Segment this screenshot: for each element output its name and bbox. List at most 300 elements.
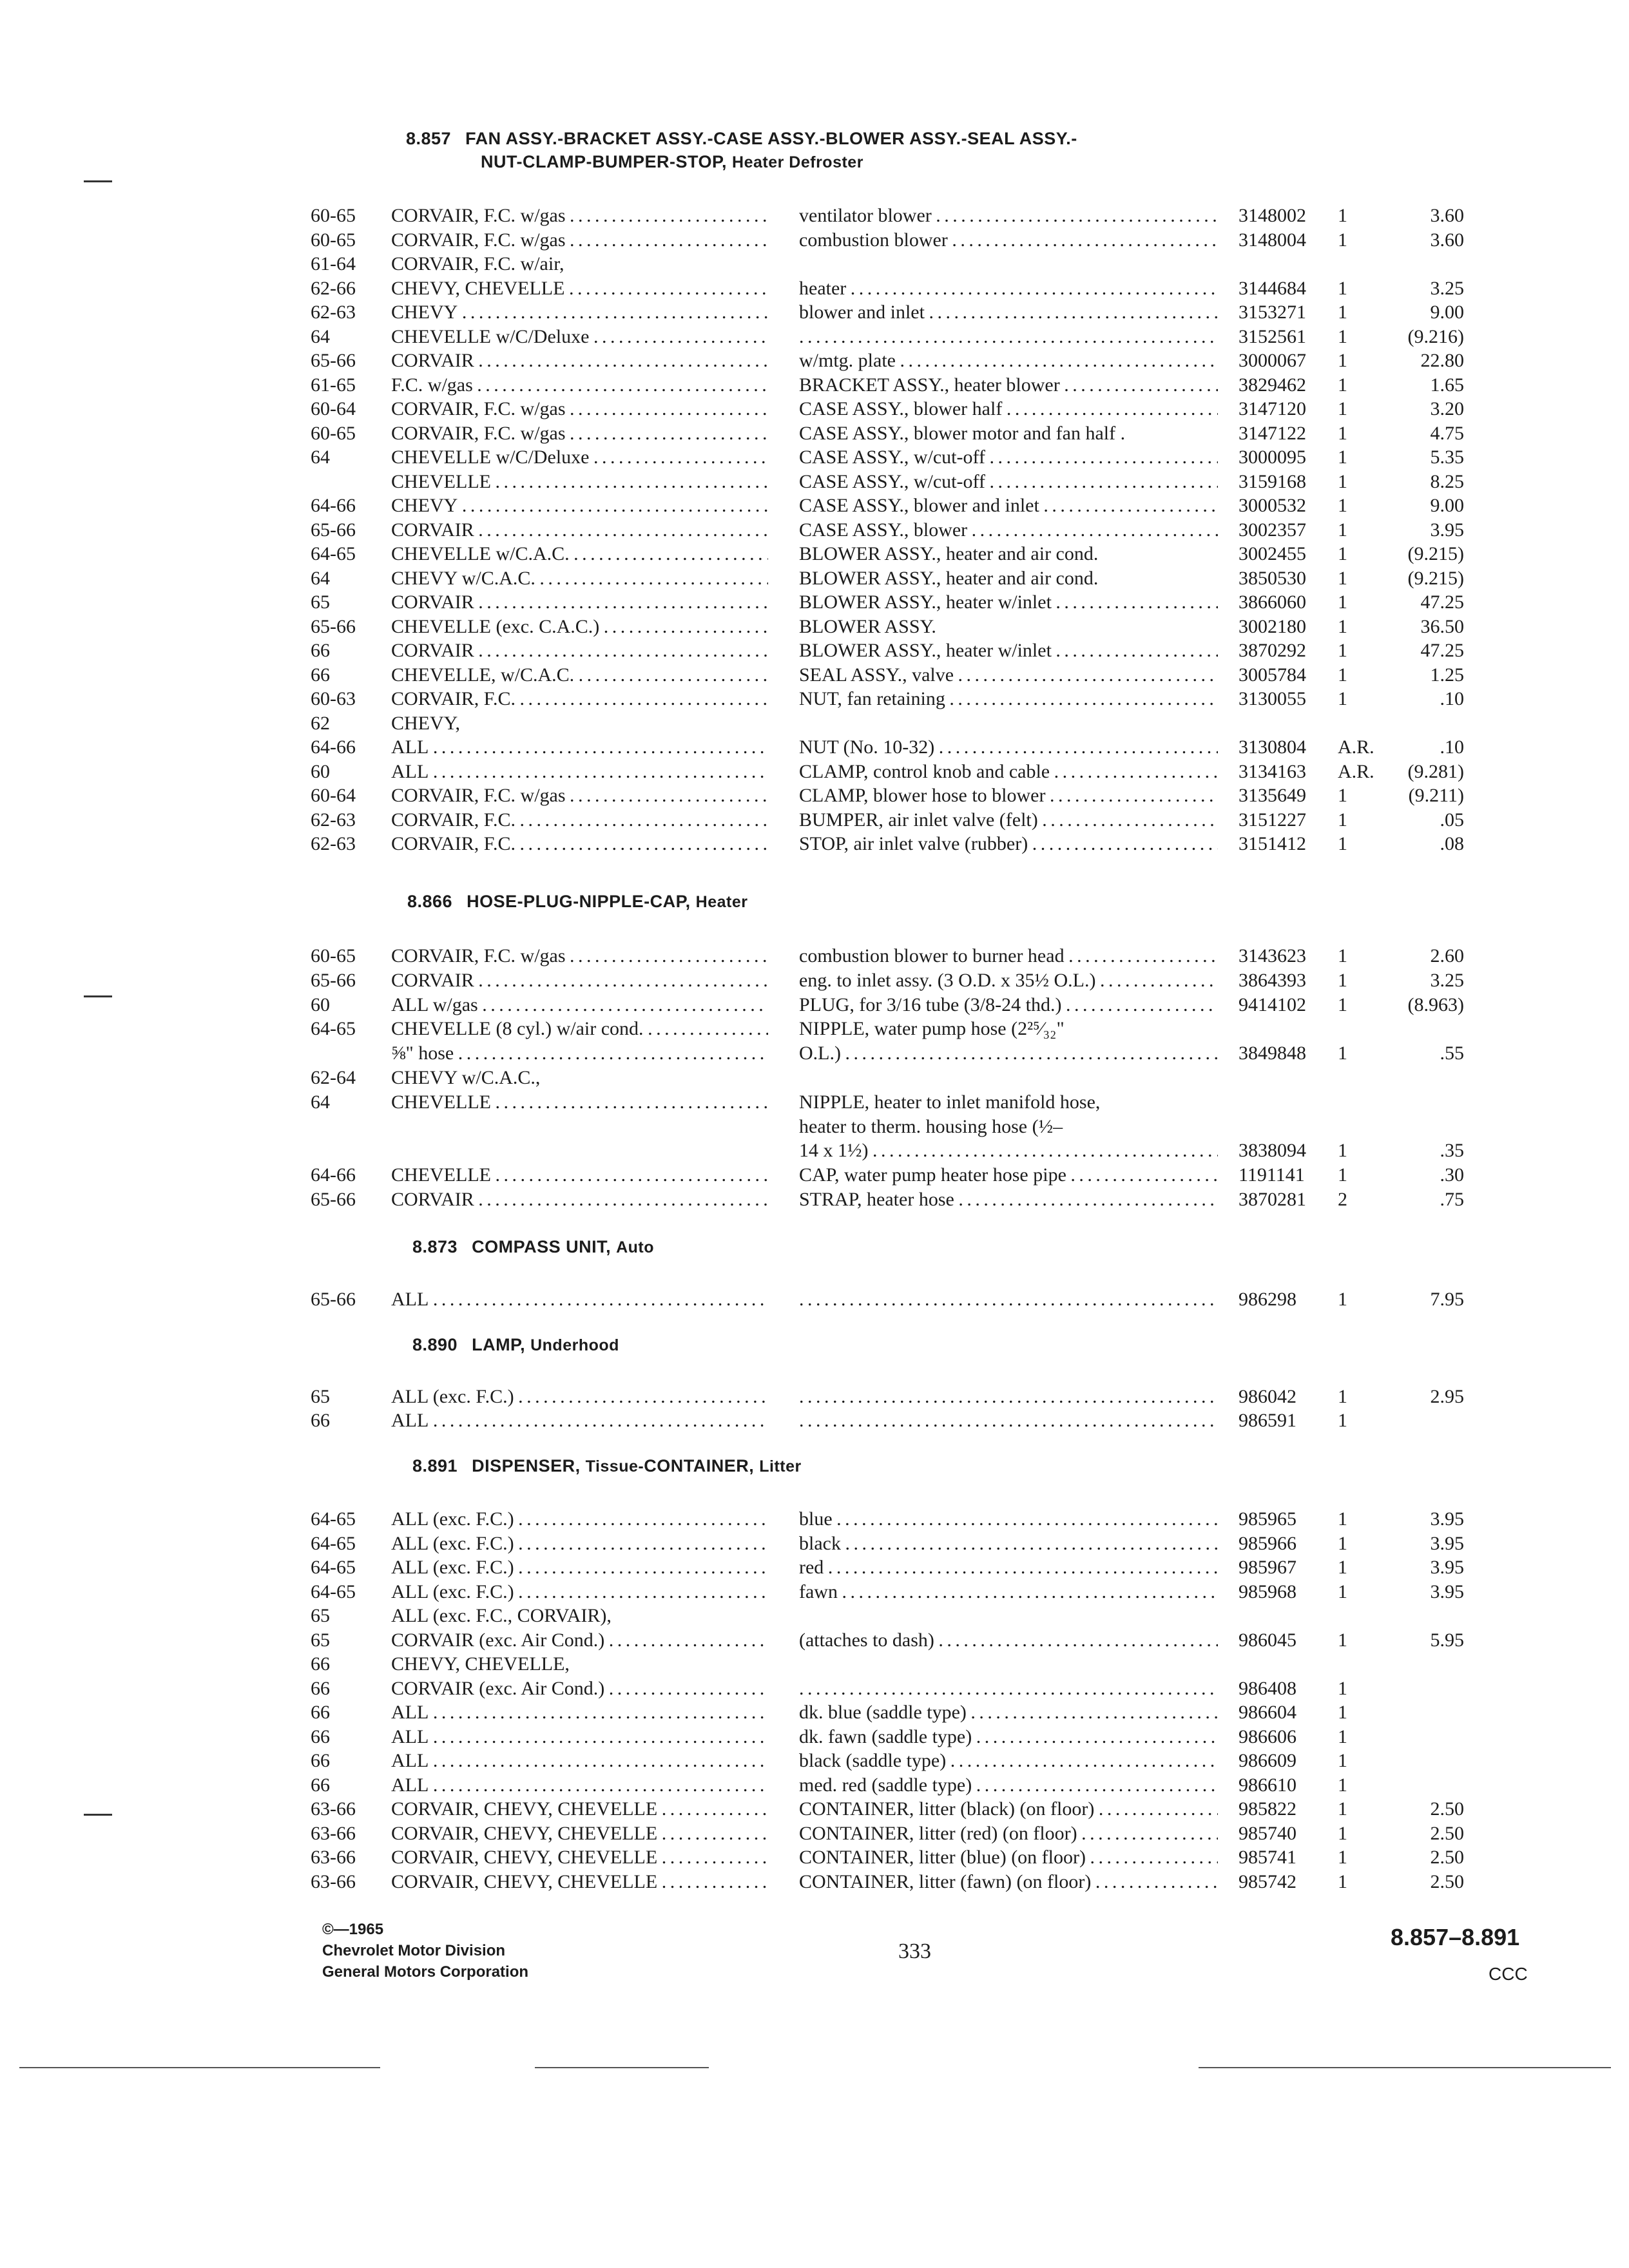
part-number-cell: 3148002 [1239, 205, 1306, 226]
description-cell: eng. to inlet assy. (3 O.D. x 35½ O.L.) . . . [799, 968, 1218, 994]
year-cell: 65-66 [311, 969, 356, 991]
description-cell [799, 324, 1218, 350]
margin-mark [84, 180, 112, 182]
table-row [0, 807, 1629, 833]
price-cell: (9.215) [1407, 567, 1464, 589]
quantity-cell: 1 [1338, 1725, 1347, 1747]
group-range: 8.857–8.891 [1391, 1924, 1520, 1950]
part-number-cell: 986591 [1239, 1410, 1296, 1431]
application-cell: ALL . . . [391, 1724, 768, 1750]
year-cell: 66 [311, 1750, 330, 1771]
description-cell: CLAMP, control knob and cable . . . [799, 759, 1218, 785]
table-row [0, 541, 1629, 567]
application-cell: CORVAIR, F.C. w/gas . . . [391, 227, 768, 253]
part-number-cell: 986045 [1239, 1629, 1296, 1651]
quantity-cell: 1 [1338, 1870, 1347, 1892]
description-cell: fawn . . . [799, 1579, 1218, 1605]
quantity-cell: 1 [1338, 495, 1347, 516]
section-title-line2: NUT-CLAMP-BUMPER-STOP, [481, 152, 728, 171]
table-row [0, 1114, 1629, 1140]
section-number: 8.890 [412, 1335, 458, 1354]
description-cell: CASE ASSY., blower and inlet . . . [799, 493, 1218, 519]
price-cell: 3.60 [1430, 205, 1464, 226]
description-cell [799, 1287, 1218, 1312]
price-cell: (9.211) [1408, 785, 1464, 806]
price-cell: .30 [1440, 1164, 1464, 1186]
quantity-cell: 1 [1338, 1847, 1347, 1868]
year-cell: 65-66 [311, 519, 356, 541]
application-cell: CORVAIR . . . [391, 517, 768, 543]
table-row [0, 300, 1629, 325]
quantity-cell: 1 [1338, 1140, 1347, 1162]
application-cell: ALL . . . [391, 1700, 768, 1725]
description-cell: heater to therm. housing hose (½– [799, 1115, 1063, 1137]
table-row [0, 324, 1629, 350]
table-row [0, 831, 1629, 857]
section-title-line1: FAN ASSY.-BRACKET ASSY.-CASE ASSY.-BLOWER ASSY.-SEAL ASSY.- [465, 129, 1077, 148]
part-number-cell: 3002180 [1239, 615, 1306, 637]
section-title: LAMP, [472, 1335, 526, 1354]
price-cell: 36.50 [1420, 615, 1464, 637]
description-cell: dk. fawn (saddle type) . . . [799, 1724, 1218, 1750]
application-cell: CHEVY . . . [391, 493, 768, 519]
part-number-cell: 3148004 [1239, 229, 1306, 251]
part-number-cell: 986604 [1239, 1702, 1296, 1723]
description-cell: PLUG, for 3/16 tube (3/8-24 thd.) . . . [799, 992, 1218, 1018]
part-number-cell: 986042 [1239, 1386, 1296, 1407]
description-cell: (attaches to dash) . . . [799, 1628, 1218, 1653]
application-cell: F.C. w/gas . . . [391, 372, 768, 398]
description-cell: CONTAINER, litter (fawn) (on floor) . . . [799, 1869, 1218, 1895]
year-cell: 60-64 [311, 785, 356, 806]
year-cell: 60-65 [311, 229, 356, 251]
application-cell: CORVAIR, F.C. . . . [391, 686, 768, 712]
quantity-cell: 1 [1338, 350, 1347, 371]
application-cell: ALL (exc. F.C.) . . . [391, 1531, 768, 1557]
part-number-cell: 985822 [1239, 1798, 1296, 1820]
section-title: DISPENSER, [472, 1456, 581, 1475]
application-cell: ALL . . . [391, 759, 768, 785]
application-cell: CORVAIR, CHEVY, CHEVELLE . . . [391, 1845, 768, 1870]
quantity-cell: 1 [1338, 1774, 1347, 1796]
part-number-cell: 985966 [1239, 1532, 1296, 1554]
table-row [0, 1748, 1629, 1774]
table-row [0, 686, 1629, 712]
description-cell: BLOWER ASSY., heater and air cond. [799, 567, 1099, 589]
description-cell: NIPPLE, heater to inlet manifold hose, [799, 1091, 1101, 1113]
application-cell: CHEVELLE, w/C.A.C. . . . [391, 662, 768, 688]
year-cell: 64 [311, 325, 330, 347]
quantity-cell: 1 [1338, 591, 1347, 613]
description-cell: O.L.) . . . [799, 1041, 1218, 1066]
description-cell: CONTAINER, litter (blue) (on floor) . . . [799, 1845, 1218, 1870]
quantity-cell: 1 [1338, 1508, 1347, 1530]
price-cell: 3.25 [1430, 969, 1464, 991]
table-row [0, 493, 1629, 519]
part-number-cell: 986610 [1239, 1774, 1296, 1796]
application-cell: ALL (exc. F.C.) . . . [391, 1384, 768, 1410]
price-cell: .05 [1440, 809, 1464, 831]
application-cell: CORVAIR, F.C. w/gas . . . [391, 396, 768, 422]
description-cell: black . . . [799, 1531, 1218, 1557]
year-cell: 65-66 [311, 1189, 356, 1210]
year-cell: 60-65 [311, 205, 356, 226]
table-row [0, 372, 1629, 398]
quantity-cell: 1 [1338, 1822, 1347, 1844]
year-cell: 60 [311, 760, 330, 782]
application-cell: CHEVELLE . . . [391, 1090, 768, 1115]
year-cell: 65-66 [311, 350, 356, 371]
table-row [0, 590, 1629, 615]
price-cell: 22.80 [1420, 350, 1464, 371]
year-cell: 64-66 [311, 736, 356, 758]
table-row [0, 469, 1629, 495]
section-number: 8.866 [407, 892, 453, 911]
part-number-cell: 3864393 [1239, 969, 1306, 991]
quantity-cell: 1 [1338, 205, 1347, 226]
quantity-cell: 1 [1338, 969, 1347, 991]
table-row [0, 1531, 1629, 1557]
part-number-cell: 3870281 [1239, 1189, 1306, 1210]
year-cell: 64-66 [311, 1164, 356, 1186]
table-row [0, 276, 1629, 302]
table-row [0, 227, 1629, 253]
section-number: 8.873 [412, 1237, 458, 1256]
price-cell: 5.35 [1430, 447, 1464, 468]
part-number-cell: 3005784 [1239, 664, 1306, 686]
year-cell: 62-64 [311, 1067, 356, 1088]
table-row [0, 1506, 1629, 1532]
quantity-cell: 1 [1338, 567, 1347, 589]
table-row [0, 1187, 1629, 1213]
price-cell: 2.95 [1430, 1386, 1464, 1407]
description-cell: STRAP, heater hose . . . [799, 1187, 1218, 1213]
part-number-cell: 3135649 [1239, 785, 1306, 806]
description-cell: ventilator blower . . . [799, 203, 1218, 229]
price-cell: 3.60 [1430, 229, 1464, 251]
description-cell: BLOWER ASSY., heater w/inlet . . . [799, 638, 1218, 664]
year-cell: 62-63 [311, 302, 356, 323]
part-number-cell: 3002357 [1239, 519, 1306, 541]
quantity-cell: A.R. [1338, 760, 1374, 782]
application-cell: CORVAIR . . . [391, 1187, 768, 1213]
corporation-text: General Motors Corporation [322, 1963, 529, 1981]
year-cell: 62-63 [311, 833, 356, 854]
part-number-cell: 9414102 [1239, 994, 1306, 1015]
price-cell: 3.25 [1430, 277, 1464, 299]
section-subtitle: Auto [616, 1238, 655, 1256]
table-row [0, 1579, 1629, 1605]
price-cell: 2.50 [1430, 1822, 1464, 1844]
application-cell: CORVAIR, F.C. . . . [391, 807, 768, 833]
part-number-cell: 986298 [1239, 1289, 1296, 1310]
table-row [0, 1065, 1629, 1091]
application-cell: CHEVELLE . . . [391, 469, 768, 495]
year-cell: 66 [311, 1677, 330, 1699]
quantity-cell: 1 [1338, 277, 1347, 299]
application-cell: CORVAIR . . . [391, 348, 768, 374]
part-number-cell: 3153271 [1239, 302, 1306, 323]
application-cell: CORVAIR, F.C. . . . [391, 831, 768, 857]
description-cell: red . . . [799, 1555, 1218, 1581]
table-row [0, 1138, 1629, 1164]
quantity-cell: 1 [1338, 519, 1347, 541]
table-row [0, 1162, 1629, 1188]
price-cell: .75 [1440, 1189, 1464, 1210]
table-row [0, 1845, 1629, 1870]
price-cell: 3.95 [1430, 1581, 1464, 1602]
price-cell: 3.95 [1430, 1532, 1464, 1554]
quantity-cell: 1 [1338, 325, 1347, 347]
quantity-cell: 1 [1338, 785, 1347, 806]
price-cell: 3.20 [1430, 398, 1464, 419]
application-cell: CORVAIR, F.C. w/gas . . . [391, 783, 768, 809]
price-cell: 5.95 [1430, 1629, 1464, 1651]
price-cell: .10 [1440, 736, 1464, 758]
part-number-cell: 3159168 [1239, 470, 1306, 492]
section-heading-8866 [407, 892, 747, 912]
quantity-cell: 2 [1338, 1189, 1347, 1210]
part-number-cell: 3130055 [1239, 688, 1306, 709]
description-cell: black (saddle type) . . . [799, 1748, 1218, 1774]
table-row [0, 783, 1629, 809]
footer-publisher [322, 1919, 528, 1983]
section-title-b: CONTAINER, [644, 1456, 755, 1475]
quantity-cell: 1 [1338, 422, 1347, 444]
description-cell: NUT, fan retaining . . . [799, 686, 1218, 712]
table-row [0, 445, 1629, 470]
application-cell: CORVAIR . . . [391, 968, 768, 994]
page-number: 333 [898, 1939, 931, 1963]
description-cell: 14 x 1½) . . . [799, 1138, 1218, 1164]
section-title: COMPASS UNIT, [472, 1237, 612, 1256]
price-cell: .55 [1440, 1043, 1464, 1064]
year-cell: 60 [311, 994, 330, 1015]
price-cell: 2.60 [1430, 945, 1464, 966]
quantity-cell: 1 [1338, 1164, 1347, 1186]
description-cell: BUMPER, air inlet valve (felt) . . . [799, 807, 1218, 833]
year-cell: 65 [311, 1386, 330, 1407]
description-cell: NIPPLE, water pump hose (2²⁵⁄₃₂" [799, 1018, 1065, 1040]
year-cell: 64 [311, 447, 330, 468]
table-row [0, 203, 1629, 229]
table-row [0, 1603, 1629, 1629]
quantity-cell: 1 [1338, 1532, 1347, 1554]
bottom-rule [1199, 2067, 1611, 2068]
application-cell: CHEVELLE w/C/Deluxe . . . [391, 324, 768, 350]
bottom-rule [19, 2067, 380, 2068]
quantity-cell: 1 [1338, 1798, 1347, 1820]
quantity-cell: 1 [1338, 994, 1347, 1015]
quantity-cell: 1 [1338, 640, 1347, 661]
part-number-cell: 3134163 [1239, 760, 1306, 782]
description-cell: BLOWER ASSY., heater w/inlet . . . [799, 590, 1218, 615]
price-cell: 8.25 [1430, 470, 1464, 492]
quantity-cell: 1 [1338, 833, 1347, 854]
application-cell: ALL w/gas . . . [391, 992, 768, 1018]
price-cell: 9.00 [1430, 495, 1464, 516]
year-cell: 62-66 [311, 277, 356, 299]
year-cell: 65-66 [311, 1289, 356, 1310]
table-row [0, 1796, 1629, 1822]
description-cell [799, 1384, 1218, 1410]
description-cell: combustion blower to burner head . . . [799, 943, 1218, 969]
year-cell: 65-66 [311, 615, 356, 637]
year-cell: 65 [311, 591, 330, 613]
section-number: 8.857 [406, 129, 452, 148]
price-cell: 3.95 [1430, 1508, 1464, 1530]
price-cell: (9.216) [1407, 325, 1464, 347]
application-cell: ALL (exc. F.C.) . . . [391, 1555, 768, 1581]
part-number-cell: 3850530 [1239, 567, 1306, 589]
price-cell: 9.00 [1430, 302, 1464, 323]
part-number-cell: 986606 [1239, 1725, 1296, 1747]
price-cell: (9.215) [1407, 543, 1464, 564]
description-cell: CLAMP, blower hose to blower . . . [799, 783, 1218, 809]
year-cell: 61-65 [311, 374, 356, 396]
year-cell: 66 [311, 1653, 330, 1675]
quantity-cell: 1 [1338, 1386, 1347, 1407]
year-cell: 66 [311, 1702, 330, 1723]
quantity-cell: 1 [1338, 1677, 1347, 1699]
application-cell: CHEVY, [391, 712, 460, 734]
description-cell: BLOWER ASSY. [799, 615, 936, 637]
section-subtitle: Heater Defroster [732, 153, 863, 171]
part-number-cell: 3002455 [1239, 543, 1306, 564]
part-number-cell: 985742 [1239, 1870, 1296, 1892]
price-cell: (8.963) [1407, 994, 1464, 1015]
quantity-cell: 1 [1338, 302, 1347, 323]
table-row [0, 1016, 1629, 1042]
application-cell: CHEVY w/C.A.C. . . . [391, 566, 768, 591]
application-cell: CORVAIR, F.C. w/gas . . . [391, 203, 768, 229]
description-cell: med. red (saddle type) . . . [799, 1773, 1218, 1798]
part-number-cell: 3151412 [1239, 833, 1306, 854]
year-cell: 66 [311, 1774, 330, 1796]
division-text: Chevrolet Motor Division [322, 1942, 506, 1959]
quantity-cell: 1 [1338, 664, 1347, 686]
table-row [0, 1700, 1629, 1725]
table-row [0, 1628, 1629, 1653]
table-row [0, 251, 1629, 277]
quantity-cell: 1 [1338, 1750, 1347, 1771]
price-cell: .08 [1440, 833, 1464, 854]
year-cell: 63-66 [311, 1822, 356, 1844]
table-row [0, 759, 1629, 785]
price-cell: 2.50 [1430, 1798, 1464, 1820]
description-cell [799, 1408, 1218, 1434]
application-cell: CORVAIR (exc. Air Cond.) . . . [391, 1676, 768, 1702]
table-row [0, 968, 1629, 994]
description-cell: BRACKET ASSY., heater blower . . . [799, 372, 1218, 398]
section-subtitle: Underhood [530, 1336, 619, 1354]
table-row [0, 396, 1629, 422]
description-cell: CASE ASSY., w/cut-off . . . [799, 445, 1218, 470]
part-number-cell: 3829462 [1239, 374, 1306, 396]
application-cell: ALL (exc. F.C.) . . . [391, 1506, 768, 1532]
year-cell: 65 [311, 1629, 330, 1651]
part-number-cell: 3870292 [1239, 640, 1306, 661]
description-cell: CASE ASSY., w/cut-off . . . [799, 469, 1218, 495]
quantity-cell: A.R. [1338, 736, 1374, 758]
description-cell: CAP, water pump heater hose pipe . . . [799, 1162, 1218, 1188]
quantity-cell: 1 [1338, 229, 1347, 251]
description-cell: blue . . . [799, 1506, 1218, 1532]
year-cell: 60-65 [311, 945, 356, 966]
application-cell: CHEVELLE (exc. C.A.C.) . . . [391, 614, 768, 640]
application-cell: CHEVELLE w/C/Deluxe . . . [391, 445, 768, 470]
year-cell: 63-66 [311, 1798, 356, 1820]
table-row [0, 1408, 1629, 1434]
price-cell: 7.95 [1430, 1289, 1464, 1310]
quantity-cell: 1 [1338, 543, 1347, 564]
part-number-cell: 986609 [1239, 1750, 1296, 1771]
description-cell: NUT (No. 10-32) . . . [799, 735, 1218, 760]
year-cell: 64-65 [311, 1581, 356, 1602]
application-cell: CHEVELLE . . . [391, 1162, 768, 1188]
description-cell: combustion blower . . . [799, 227, 1218, 253]
application-cell: CORVAIR, CHEVY, CHEVELLE . . . [391, 1796, 768, 1822]
description-cell: CONTAINER, litter (red) (on floor) . . . [799, 1821, 1218, 1847]
part-number-cell: 985740 [1239, 1822, 1296, 1844]
application-cell: CHEVELLE (8 cyl.) w/air cond. . . . [391, 1016, 768, 1042]
table-row [0, 348, 1629, 374]
part-number-cell: 985968 [1239, 1581, 1296, 1602]
application-cell: CORVAIR, F.C. w/air, [391, 253, 564, 274]
application-cell: CORVAIR . . . [391, 638, 768, 664]
section-number: 8.891 [412, 1456, 458, 1475]
year-cell: 62 [311, 712, 330, 734]
application-cell: CORVAIR, F.C. w/gas . . . [391, 421, 768, 447]
year-cell: 61-64 [311, 253, 356, 274]
year-cell: 65 [311, 1605, 330, 1626]
year-cell: 64-65 [311, 1508, 356, 1530]
table-row [0, 1651, 1629, 1677]
table-row [0, 1384, 1629, 1410]
application-cell: ⅝" hose . . . [391, 1041, 768, 1066]
table-row [0, 1821, 1629, 1847]
part-number-cell: 3147122 [1239, 422, 1306, 444]
part-number-cell: 3838094 [1239, 1140, 1306, 1162]
section-heading-8873 [412, 1237, 654, 1257]
year-cell: 64 [311, 1091, 330, 1113]
quantity-cell: 1 [1338, 1702, 1347, 1723]
year-cell: 66 [311, 1725, 330, 1747]
table-row [0, 711, 1629, 736]
part-number-cell: 3144684 [1239, 277, 1306, 299]
year-cell: 64-65 [311, 543, 356, 564]
section-subtitle: Heater [695, 893, 748, 911]
description-cell: blower and inlet . . . [799, 300, 1218, 325]
part-number-cell: 985965 [1239, 1508, 1296, 1530]
year-cell: 66 [311, 640, 330, 661]
table-row [0, 638, 1629, 664]
table-row [0, 1676, 1629, 1702]
application-cell: ALL . . . [391, 1773, 768, 1798]
table-row [0, 517, 1629, 543]
quantity-cell: 1 [1338, 945, 1347, 966]
description-cell: BLOWER ASSY., heater and air cond. [799, 543, 1099, 564]
year-cell: 64-65 [311, 1557, 356, 1578]
part-number-cell: 3000532 [1239, 495, 1306, 516]
price-cell: 1.25 [1430, 664, 1464, 686]
price-cell: 2.50 [1430, 1870, 1464, 1892]
quantity-cell: 1 [1338, 470, 1347, 492]
application-cell: ALL . . . [391, 735, 768, 760]
description-cell: CONTAINER, litter (black) (on floor) . . . [799, 1796, 1218, 1822]
quantity-cell: 1 [1338, 398, 1347, 419]
application-cell: CORVAIR . . . [391, 590, 768, 615]
